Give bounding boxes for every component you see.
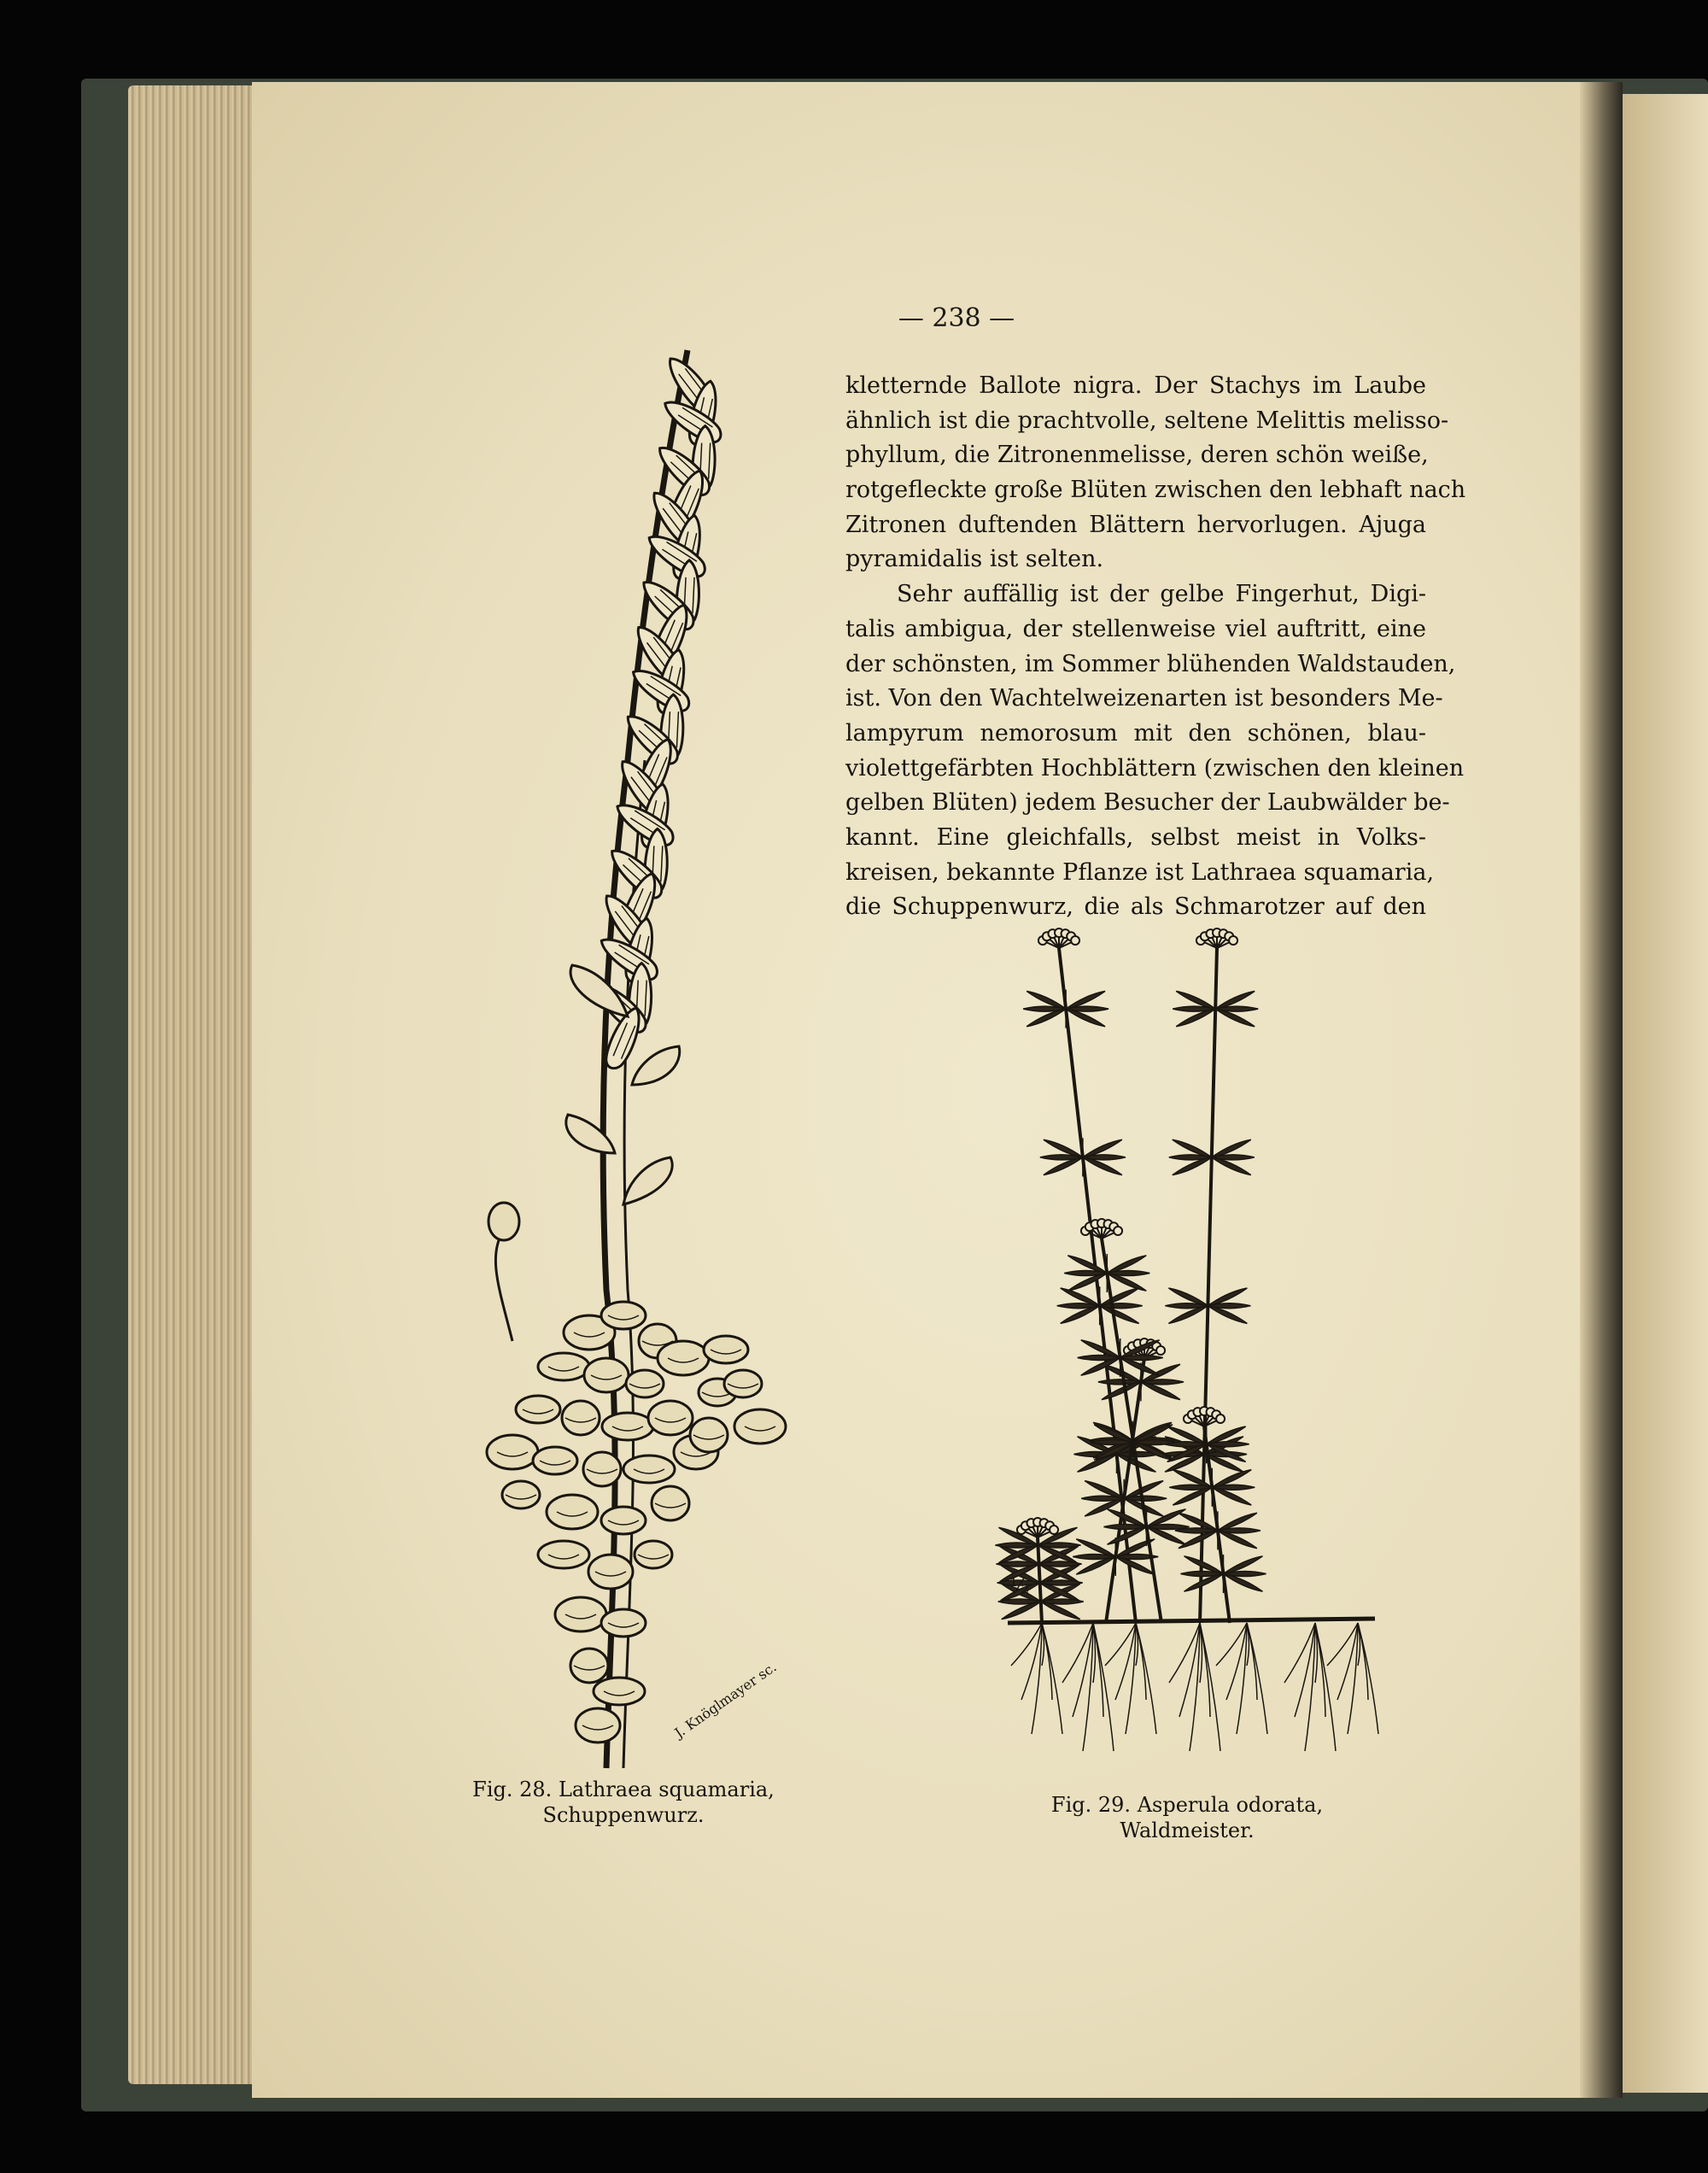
rhizome-scale xyxy=(583,1452,621,1486)
text-line: die Schuppenwurz, die als Schmarotzer auf den xyxy=(845,893,1426,921)
root xyxy=(1179,1623,1200,1717)
page-number: — 238 — xyxy=(898,303,1015,333)
flower-head xyxy=(1156,1346,1165,1355)
text-line: phyllum, die Zitronenmelisse, deren schön weiße, xyxy=(845,442,1429,469)
rhizome-scale xyxy=(584,1358,629,1392)
rhizome-scale xyxy=(547,1495,598,1529)
artist-signature: J. Knöglmayer sc. xyxy=(671,1658,780,1742)
rhizome-scale xyxy=(626,1370,664,1397)
rhizome-scale xyxy=(724,1370,762,1397)
text-line: ähnlich ist die prachtvolle, seltene Melittis melisso- xyxy=(845,407,1449,434)
text-line: Sehr auffällig ist der gelbe Fingerhut, Digi- xyxy=(897,581,1426,608)
root xyxy=(1032,1623,1042,1734)
figure-number: Fig. 29. xyxy=(1050,1793,1132,1817)
body-text xyxy=(845,369,1466,925)
root xyxy=(1126,1623,1136,1734)
lathraea-illustration xyxy=(461,333,820,1785)
rhizome-scale xyxy=(562,1401,600,1435)
text-line: violettgefärbten Hochblättern (zwischen den kleinen xyxy=(845,754,1465,782)
rhizome-scale xyxy=(555,1597,606,1631)
text-line: kreisen, bekannte Pflanze ist Lathraea squamaria, xyxy=(845,858,1435,886)
plant-stem xyxy=(1059,948,1136,1623)
asperula-illustration xyxy=(991,914,1401,1768)
book-gutter xyxy=(1580,82,1623,2098)
text-line: kletternde Ballote nigra. Der Stachys im Laube xyxy=(845,372,1426,399)
rhizome-scale xyxy=(594,1678,645,1705)
root xyxy=(1337,1623,1358,1700)
figure-latin-name: Asperula odorata, xyxy=(1137,1793,1324,1817)
root xyxy=(1295,1623,1315,1717)
root xyxy=(1348,1623,1358,1734)
root xyxy=(1021,1623,1042,1700)
rhizome-scale xyxy=(570,1649,608,1683)
text-line: pyramidalis ist selten. xyxy=(845,546,1104,573)
rhizome-scale xyxy=(704,1336,748,1363)
rhizome-scale xyxy=(734,1409,786,1444)
rhizome-scale xyxy=(623,1456,675,1483)
text-line: ist. Von den Wachtelweizenarten ist besonders Me- xyxy=(845,685,1443,712)
facing-page-edge xyxy=(1623,94,1708,2093)
root xyxy=(1226,1623,1247,1700)
rhizome-scale xyxy=(602,1413,653,1440)
rhizome-scale xyxy=(533,1447,577,1474)
rhizome-scale xyxy=(502,1481,540,1508)
text-line: gelben Blüten) jedem Besucher der Laubwälder be- xyxy=(845,789,1450,817)
figure-latin-name: Lathraea squamaria, xyxy=(558,1778,775,1801)
figure-number: Fig. 28. xyxy=(472,1778,553,1801)
rhizome-scale xyxy=(588,1555,633,1589)
rhizome-scale xyxy=(658,1341,709,1375)
scale-mark: ½ xyxy=(1009,1574,1030,1598)
text-line: lampyrum nemorosum mit den schönen, blau- xyxy=(845,719,1426,747)
sprout-bud xyxy=(488,1203,519,1240)
rhizome-scale xyxy=(635,1541,672,1568)
figure-29-caption xyxy=(1008,1792,1366,1843)
rhizome-scale xyxy=(538,1353,589,1380)
figure-28-caption xyxy=(444,1777,803,1828)
root xyxy=(1237,1623,1247,1734)
rhizome-scale xyxy=(576,1708,620,1742)
rhizome-scale xyxy=(538,1541,589,1568)
text-line: Zitronen duftenden Blättern hervorlugen. Ajuga xyxy=(845,511,1426,538)
text-line: kannt. Eine gleichfalls, selbst meist in Volks- xyxy=(845,823,1426,851)
root xyxy=(1115,1623,1136,1700)
flower-head xyxy=(1050,1526,1058,1534)
flower-head xyxy=(1216,1414,1225,1423)
text-line: der schönsten, im Sommer blühenden Waldstauden, xyxy=(845,650,1456,677)
rhizome-scale xyxy=(601,1302,646,1329)
rhizome-scale xyxy=(601,1507,646,1534)
rhizome-scale xyxy=(648,1401,693,1435)
flower-head xyxy=(1071,936,1079,945)
figure-common-name: Waldmeister. xyxy=(1120,1819,1255,1842)
text-line: rotgefleckte große Blüten zwischen den lebhaft nach xyxy=(845,477,1466,504)
rhizome-scale xyxy=(487,1435,538,1469)
rhizome-scale xyxy=(652,1486,689,1520)
rhizome-scale xyxy=(690,1418,728,1452)
page-edges xyxy=(128,85,256,2084)
text-line: talis ambigua, der stellenweise viel auftritt, eine xyxy=(845,615,1426,642)
rhizome xyxy=(1008,1619,1375,1623)
rhizome-scale xyxy=(516,1396,560,1423)
figure-common-name: Schuppenwurz. xyxy=(542,1803,705,1827)
root xyxy=(1073,1623,1093,1717)
rhizome-scale xyxy=(601,1609,646,1637)
flower-head xyxy=(1114,1227,1122,1235)
flower-head xyxy=(1229,936,1237,945)
